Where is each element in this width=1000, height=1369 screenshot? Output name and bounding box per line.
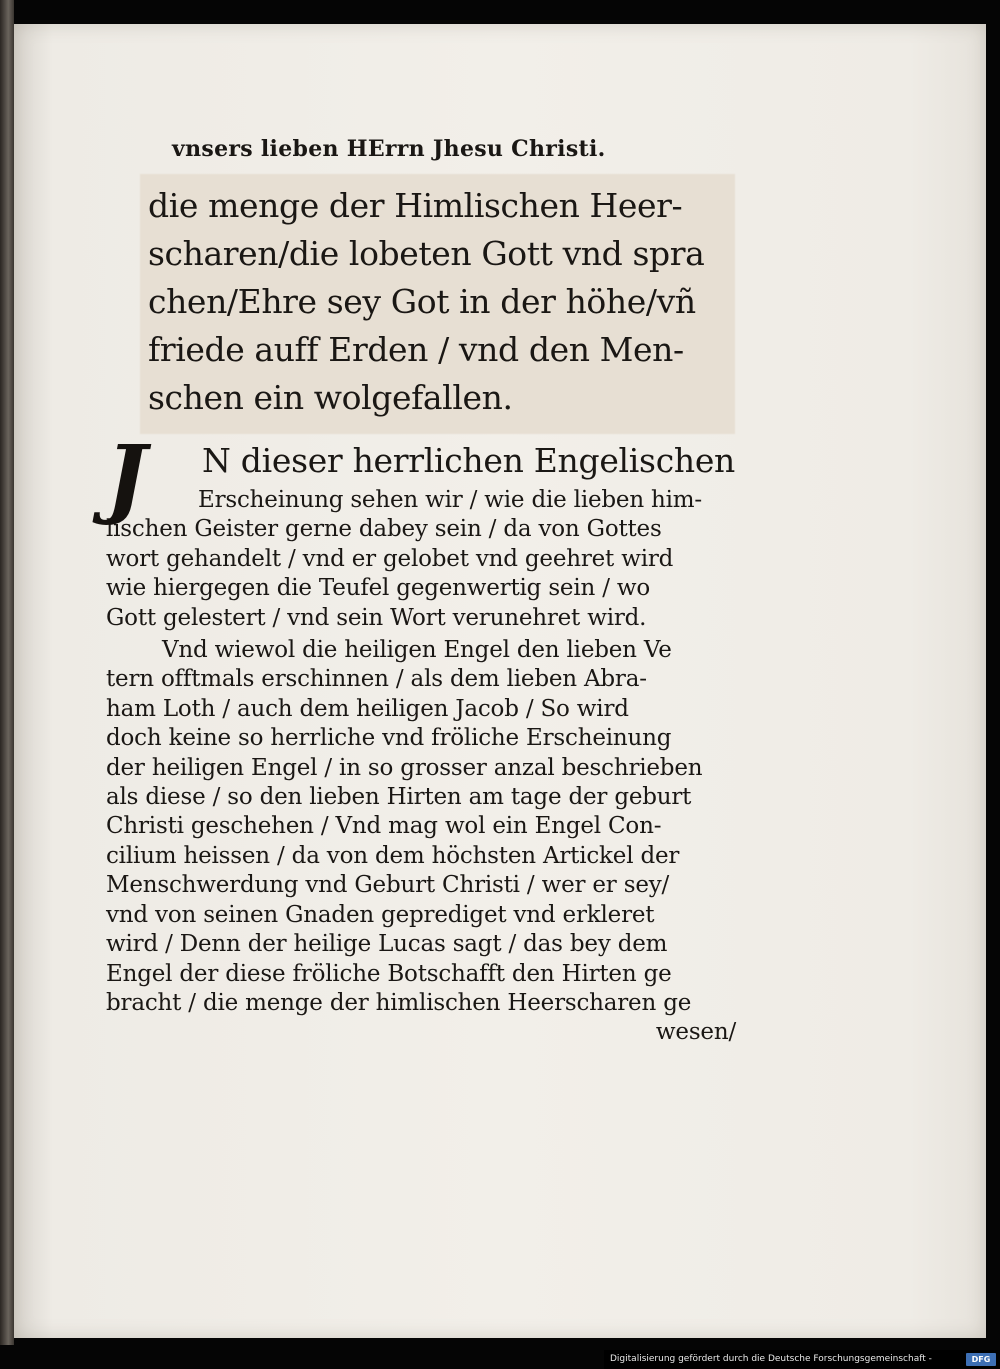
paragraph-2 <box>106 636 746 1048</box>
decorated-initial: J <box>106 427 147 528</box>
text-line: wird / Denn der heilige Lucas sagt / das bey dem <box>106 931 668 958</box>
intro-line: die menge der Himlischen Heer- <box>148 186 683 225</box>
text-line: cilium heissen / da von dem höchsten Artickel der <box>106 842 680 869</box>
intro-line: chen/Ehre sey Got in der höhe/vñ <box>148 282 696 321</box>
text-line: ham Loth / auch dem heiligen Jacob / So wird <box>106 695 629 722</box>
catchword: wesen/ <box>655 1019 736 1046</box>
text-line: tern offtmals erschinnen / als dem lieben Abra- <box>106 666 647 693</box>
intro-passage <box>148 182 738 422</box>
text-line: wort gehandelt / vnd er gelobet vnd geehret wird <box>106 545 674 572</box>
text-block <box>88 128 738 1048</box>
text-line: doch keine so herrliche vnd fröliche Erscheinung <box>106 725 672 752</box>
text-line: vnd von seinen Gnaden geprediget vnd erkleret <box>106 901 655 928</box>
intro-line: scharen/die lobeten Gott vnd spra <box>148 234 705 273</box>
running-headline: vnsers lieben HErrn Jhesu Christi. <box>172 136 606 162</box>
binding-edge <box>0 0 14 1345</box>
dfg-logo-icon: DFG <box>966 1353 996 1366</box>
text-line: Engel der diese fröliche Botschafft den Hirten ge <box>106 960 672 987</box>
footer-bar <box>604 1350 1000 1369</box>
book-page <box>14 24 986 1338</box>
text-line: als diese / so den lieben Hirten am tage der geburt <box>106 784 692 811</box>
text-line: Erscheinung sehen wir / wie die lieben him- <box>198 487 702 513</box>
intro-line: schen ein wolgefallen. <box>148 378 513 417</box>
first-line: N dieser herrlichen Engelischen <box>202 441 736 480</box>
funding-notice: Digitalisierung gefördert durch die Deutsche Forschungsgemeinschaft - <box>610 1354 932 1364</box>
paragraph-1 <box>106 427 746 633</box>
body-text <box>106 427 746 1048</box>
text-line: der heiligen Engel / in so grosser anzal beschrieben <box>106 754 703 781</box>
text-line: Gott gelestert / vnd sein Wort verunehret wird. <box>106 604 647 631</box>
text-line: Christi geschehen / Vnd mag wol ein Engel Con- <box>106 813 662 840</box>
text-line: wie hiergegen die Teufel gegenwertig sein / wo <box>106 575 651 602</box>
text-line: bracht / die menge der himlischen Heerscharen ge <box>106 989 692 1016</box>
text-line: Menschwerdung vnd Geburt Christi / wer er sey/ <box>106 872 670 899</box>
text-line: Vnd wiewol die heiligen Engel den lieben Ve <box>162 637 672 664</box>
text-line: lischen Geister gerne dabey sein / da von Gottes <box>106 516 662 543</box>
intro-line: friede auff Erden / vnd den Men- <box>148 330 684 369</box>
